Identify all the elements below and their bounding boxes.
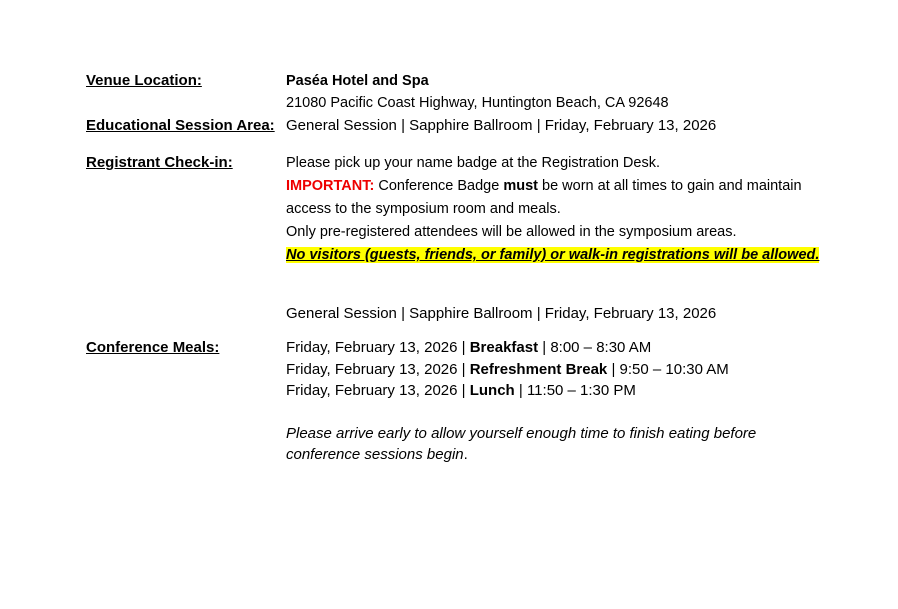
meal-item: [286, 337, 826, 359]
meal-name: Breakfast: [469, 339, 539, 356]
educational-session-row: [86, 115, 826, 137]
general-session-repeat-row: [86, 303, 826, 325]
checkin-badge-notice: [286, 175, 826, 221]
meal-item: [286, 359, 826, 381]
no-visitors-highlight: No visitors (guests, friends, or family) or walk-in registrations will be allowed.: [286, 247, 820, 263]
meal-time: | 11:50 – 1:30 PM: [514, 382, 636, 399]
meals-row: [86, 337, 826, 465]
meal-date: Friday, February 13, 2026 |: [286, 339, 470, 356]
venue-content: [286, 70, 826, 115]
general-session-repeat: General Session | Sapphire Ballroom | Friday, February 13, 2026: [286, 305, 717, 322]
meal-date: Friday, February 13, 2026 |: [286, 360, 470, 378]
important-label: IMPORTANT:: [286, 178, 375, 194]
educational-session-value: General Session | Sapphire Ballroom | Friday, February 13, 2026: [286, 117, 717, 134]
educational-session-label: Educational Session Area:: [86, 117, 275, 134]
badge-text-pre: Conference Badge: [374, 178, 504, 194]
meal-item: [286, 380, 826, 402]
venue-row: [86, 70, 826, 115]
event-info-document: [86, 70, 826, 465]
checkin-no-visitors: [286, 244, 826, 267]
meal-time: | 9:50 – 10:30 AM: [607, 360, 729, 378]
educational-session-content: [286, 115, 826, 137]
badge-text-post: be worn at all times to gain and maintain access to the symposium room and meals.: [286, 178, 802, 217]
meals-note-end: .: [463, 445, 468, 463]
meal-name: Refreshment Break: [469, 360, 608, 378]
venue-name: Paséa Hotel and Spa: [286, 73, 429, 89]
general-session-repeat-content: [286, 303, 826, 325]
badge-must: must: [503, 178, 538, 194]
meals-spacer: [286, 402, 826, 423]
meal-name: Lunch: [469, 382, 515, 399]
meals-content: [286, 337, 826, 465]
meals-note-text: Please arrive early to allow yourself enough time to finish eating before conference sessions begin: [286, 424, 757, 463]
meal-date: Friday, February 13, 2026 |: [286, 382, 470, 399]
checkin-pickup: Please pick up your name badge at the Registration Desk.: [286, 155, 660, 171]
meals-label: Conference Meals:: [86, 339, 220, 356]
checkin-preregistered: Only pre-registered attendees will be allowed in the symposium areas.: [286, 224, 737, 240]
meal-time: | 8:00 – 8:30 AM: [538, 339, 652, 356]
meals-note: [286, 423, 826, 465]
checkin-label: Registrant Check-in:: [86, 154, 233, 171]
venue-label: Venue Location:: [86, 72, 202, 89]
checkin-content: [286, 152, 826, 267]
venue-address: 21080 Pacific Coast Highway, Huntington Beach, CA 92648: [286, 95, 669, 111]
checkin-row: [86, 152, 826, 267]
